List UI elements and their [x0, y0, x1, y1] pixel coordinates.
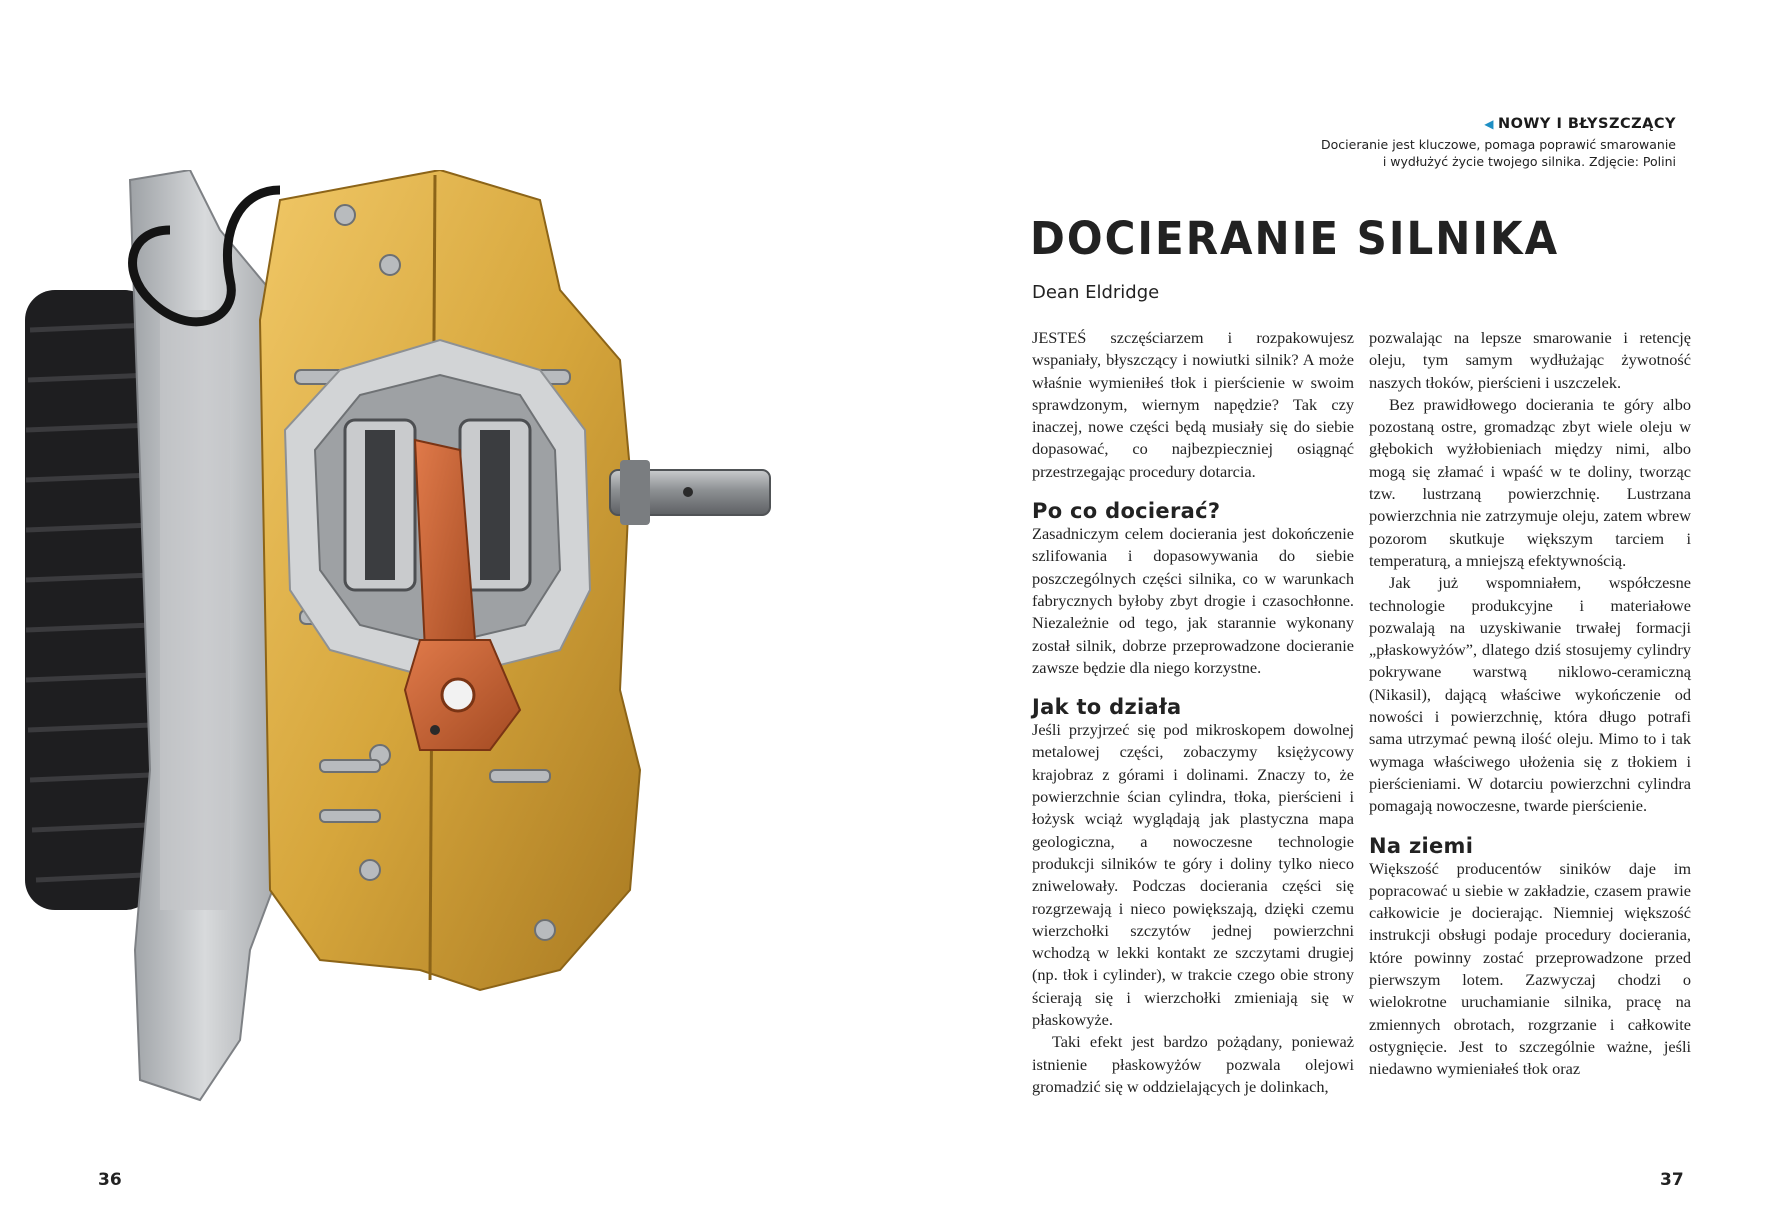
- article-title: DOCIERANIE SILNIKA: [1030, 212, 1560, 265]
- paragraph: Większość producentów sinikόw daje im popracować u siebie w zakładzie, czasem prawie całkowicie je docierając. Niemniej większość instrukcji obsługi podaje procedury docierania, które powinny zostać przeprowadzone przed pierwszym lotem. Zazwyczaj chodzi o wielokrotne uruchamianie silnika, pracę na zmiennych obrotach, rozgrzanie i całkowite ostygnięcie. Jest to szczególnie ważne, jeśli niedawno wymieniałeś tłok oraz: [1369, 858, 1691, 1079]
- output-shaft: [610, 460, 770, 525]
- paragraph: Bez prawidłowego docierania te góry albo pozostaną ostre, gromadząc zbyt wiele oleju w głębokich wyżłobieniach między nimi, albo mogą się złamać i wpaść w te doliny, tworząc tzw. lustrzaną powierzchnię. Lustrzana powierzchnia nie zatrzymuje oleju, zatem wbrew pozorom skutkuje większym tarciem i temperaturą, a mniejszą efektywnością.: [1369, 394, 1691, 570]
- caption-line-2: i wydłużyć życie twojego silnika. Zdjęcie: Polini: [1382, 154, 1676, 169]
- engine-illustration: [20, 170, 880, 1120]
- subheading-po-co-docierac: Po co docierać?: [1032, 499, 1221, 524]
- triangle-left-icon: ◀: [1484, 117, 1494, 131]
- paragraph: Zasadniczym celem docierania jest dokończenie szlifowania i dopasowywania do siebie poszczególnych części silnika, co w warunkach fabrycznych byłoby zbyt drogie i czasochłonne. Niezależnie od tego, jak starannie wykonany został silnik, dobrze przeprowadzone docieranie zawsze będzie dla niego korzystne.: [1032, 524, 1354, 677]
- cooling-fins: [25, 290, 155, 910]
- engine-photo: [20, 170, 880, 1120]
- photo-caption: [1296, 116, 1676, 170]
- caption-heading-row: [1296, 116, 1676, 132]
- paragraph: Taki efekt jest bardzo pożądany, ponieważ istnienie płaskowyżów pozwala olejowi gromadzić się w oddzielających je dolinkach,: [1032, 1032, 1354, 1096]
- subheading-na-ziemi: Na ziemi: [1369, 833, 1474, 858]
- text-column-2: [1369, 327, 1691, 1081]
- paragraph-intro: JESTEŚ szczęściarzem i rozpakowujesz wspaniały, błyszczący i nowiutki silnik? A może właśnie wymieniłeś tłok i pierścienie w swoim sprawdzonym, wiernym napędzie? Tak czy inaczej, nowe części będą musiały się do siebie dopasować, co najbezpieczniej osiągnąć przestrzegając procedury dotarcia.: [1032, 328, 1354, 481]
- paragraph: Jeśli przyjrzeć się pod mikroskopem dowolnej metalowej części, zobaczymy księżycowy krajobraz z górami i dolinami. Znaczy to, że powierzchnie ścian cylindra, tłoka, pierścieni i łożysk wciąż wyglądają jak plastyczna mapa geologiczna, a nowoczesne technologie produkcji silników te góry i doliny tylko nieco zniwelowały. Podczas docierania części się rozgrzewają i nieco powiększają, dzięki czemu wierzchołki szczytów jednej powierzchni wchodzą w lekki kontakt ze szczytami drugiej (np. tłok i cylinder), w trakcie czego obie strony ścierają się i wierzchołki zmieniają się w płaskowyże.: [1032, 720, 1354, 1030]
- subheading-jak-to-dziala: Jak to działa: [1032, 695, 1182, 720]
- paragraph: pozwalając na lepsze smarowanie i retencję oleju, tym samym wydłużając żywotność naszych tłoków, pierścieni i uszczelek.: [1369, 328, 1691, 392]
- caption-line-1: Docieranie jest kluczowe, pomaga poprawić smarowanie: [1321, 137, 1676, 152]
- paragraph: Jak już wspomniałem, współczesne technologie produkcyjne i materiałowe pozwalają na uzyskiwanie trwałej formacji „płaskowyżów”, dlatego dziś stosujemy cylindry pokrywane warstwą niklowo-ceramiczną (Nikasil), dającą właściwe wykończenie od nowości i powierzchnię, która długo potrafi sama utrzymać pewną ilość oleju. Mimo to i tak wymaga właściwego ułożenia się z tłokiem i pierścieniami. W dotarciu powierzchni cylindra pomagają nowoczesne, twarde pierścienie.: [1369, 573, 1691, 816]
- caption-heading: NOWY I BŁYSZCZĄCY: [1497, 116, 1676, 132]
- page-number-left: 36: [98, 1170, 122, 1190]
- page-number-right: 37: [1660, 1170, 1684, 1190]
- text-column-1: [1032, 327, 1354, 1098]
- article-author: Dean Eldridge: [1032, 282, 1160, 303]
